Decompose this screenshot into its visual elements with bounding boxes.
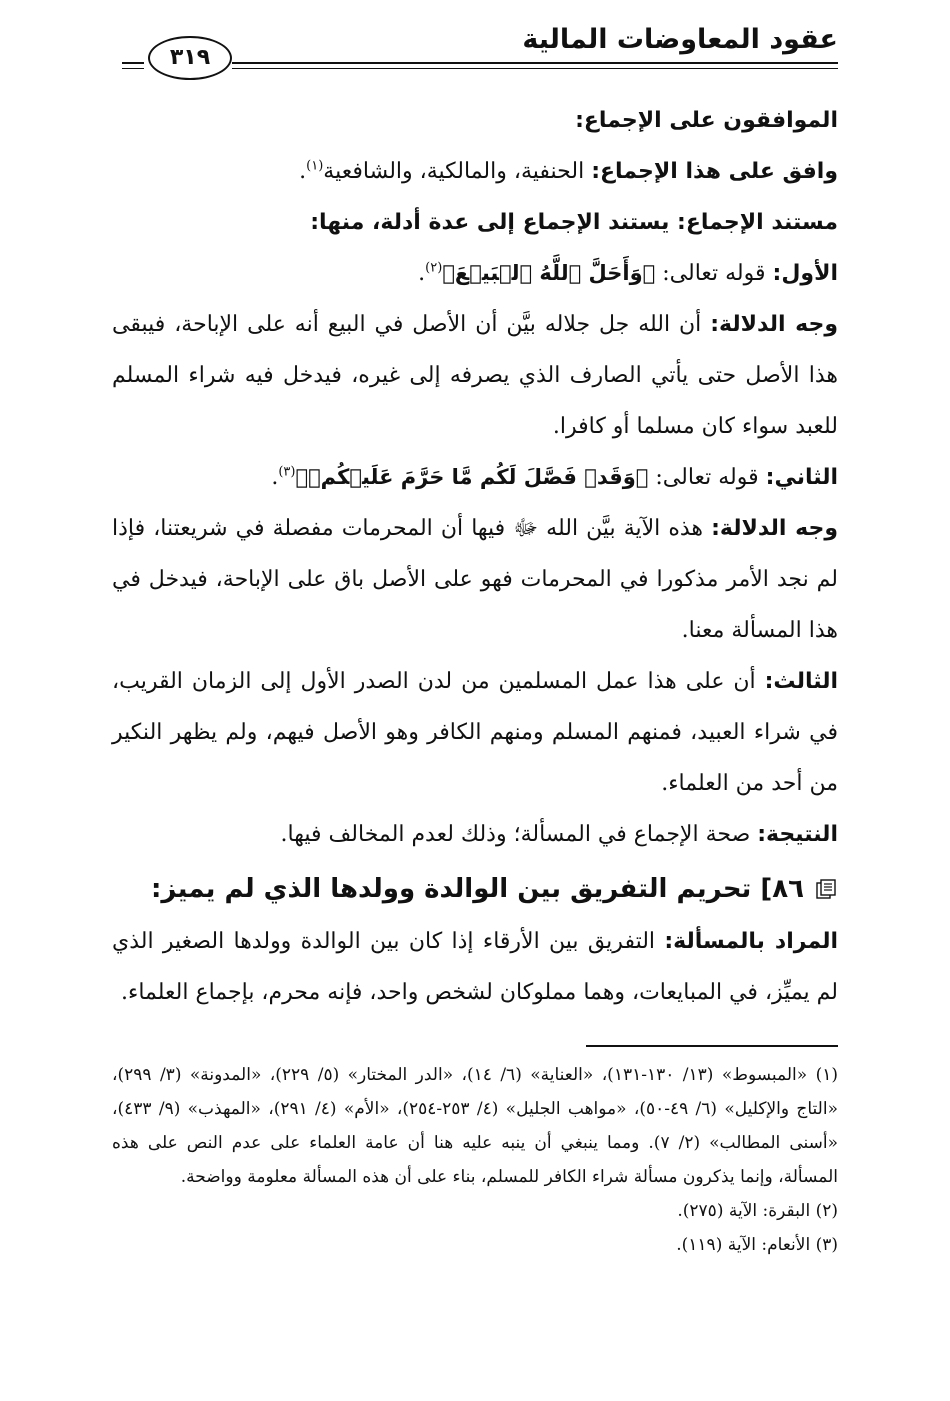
bold-lead: وافق على هذا الإجماع: [591, 159, 838, 184]
section-title: ٨٦] تحريم التفريق بين الوالدة وولدها الذي لم يميز: [151, 874, 804, 904]
bold-lead: الثاني: [765, 465, 838, 490]
paragraph [112, 916, 838, 1018]
header-rule-left-thin [122, 68, 144, 69]
running-title: عقود المعاوضات المالية [522, 24, 838, 55]
footnote-ref[interactable]: (٢) [425, 260, 443, 276]
footnote-ref[interactable]: (١) [306, 158, 324, 174]
main-text [112, 95, 838, 1018]
section-heading [112, 864, 838, 914]
paragraph [112, 197, 838, 248]
page-number: ٣١٩ [148, 36, 232, 80]
footnotes [112, 1058, 838, 1262]
footnote: (٣) الأنعام: الآية (١١٩). [676, 1235, 838, 1255]
document-stack-icon [816, 878, 838, 900]
paragraph [112, 452, 838, 503]
punctuation: . [271, 465, 279, 490]
paragraph-text: قوله تعالى: [655, 261, 773, 286]
paragraph-text: صحة الإجماع في المسألة؛ وذلك لعدم المخالف فيها. [280, 822, 758, 847]
bold-lead: الأول: [772, 261, 838, 286]
page-header [122, 18, 838, 70]
paragraph [112, 656, 838, 809]
header-rule-left [122, 62, 144, 64]
paragraph-text: التفريق بين الأرقاء إذا كان بين الوالدة وولدها الصغير الذي لم يميِّز، في المبايعات، وهما مملوكان لشخص واحد، فإنه محرم، بإجماع العلماء. [112, 929, 838, 1005]
paragraph [112, 299, 838, 452]
footnote-separator [586, 1045, 838, 1047]
footnote: (١) «المبسوط» (١٣/ ١٣٠-١٣١)، «العناية» (٦/ ١٤)، «الدر المختار» (٥/ ٢٢٩)، «المدونة» (٣/ ٢٩٩)، «التاج والإكليل» (٦/ ٤٩-٥٠)، «مواهب الجليل» (٤/ ٢٥٣-٢٥٤)، «الأم» (٤/ ٢٩١)، «المهذب» (٩/ ٤٣٣)، «أسنى المطالب» (٢/ ٧). ومما ينبغي أن ينبه عليه هنا أن عامة العلماء على عدم النص على هذه المسألة، وإنما يذكرون مسألة شراء الكافر للمسلم، بناء على أن هذه المسألة معلومة وواضحة. [112, 1065, 838, 1187]
bold-lead: وجه الدلالة: [711, 516, 838, 541]
paragraph-text: أن الله جل جلاله بيَّن أن الأصل في البيع أنه على الإباحة، فيبقى هذا الأصل حتى يأتي الصارف الذي يصرفه إلى غيره، فيدخل فيه شراء المسلم للعبد سواء كان مسلما أو كافرا. [112, 312, 838, 439]
paragraph [112, 146, 838, 197]
quran-verse: ﴿وَقَدۡ فَصَّلَ لَكُم مَّا حَرَّمَ عَلَيۡكُمۡ﴾ [295, 465, 649, 489]
paragraph [112, 248, 838, 299]
paragraph-text: الحنفية، والمالكية، والشافعية [323, 159, 592, 184]
quran-verse: ﴿وَأَحَلَّ ٱللَّهُ ٱلۡبَيۡعَ﴾ [442, 261, 656, 285]
paragraph [112, 503, 838, 656]
bold-lead: المراد بالمسألة: [664, 929, 838, 954]
footnote: (٢) البقرة: الآية (٢٧٥). [677, 1201, 838, 1221]
paragraph-text: هذه الآية بيَّن الله ﷻ فيها أن المحرمات مفصلة في شريعتنا، فإذا لم نجد الأمر مذكورا في المحرمات فهو على الأصل باق على الإباحة، فيدخل في هذا المسألة معنا. [112, 516, 838, 643]
paragraph [112, 95, 838, 146]
bold-lead: الموافقون على الإجماع: [575, 108, 838, 133]
paragraph-text: قوله تعالى: [648, 465, 766, 490]
paragraph-text: أن على هذا عمل المسلمين من لدن الصدر الأول إلى الزمان القريب، في شراء العبيد، فمنهم المسلم ومنهم الكافر وهو الأصل فيهم، ولم يظهر النكير من أحد من العلماء. [112, 669, 838, 796]
bold-lead: الثالث: [764, 669, 838, 694]
header-rule [232, 62, 838, 64]
bold-lead: وجه الدلالة: [710, 312, 838, 337]
punctuation: . [299, 159, 307, 184]
punctuation: . [418, 261, 426, 286]
paragraph [112, 809, 838, 860]
bold-lead: النتيجة: [757, 822, 838, 847]
bold-lead: مستند الإجماع: يستند الإجماع إلى عدة أدلة، منها: [310, 210, 838, 235]
header-rule-thin [232, 68, 838, 69]
footnote-ref[interactable]: (٣) [278, 464, 296, 480]
